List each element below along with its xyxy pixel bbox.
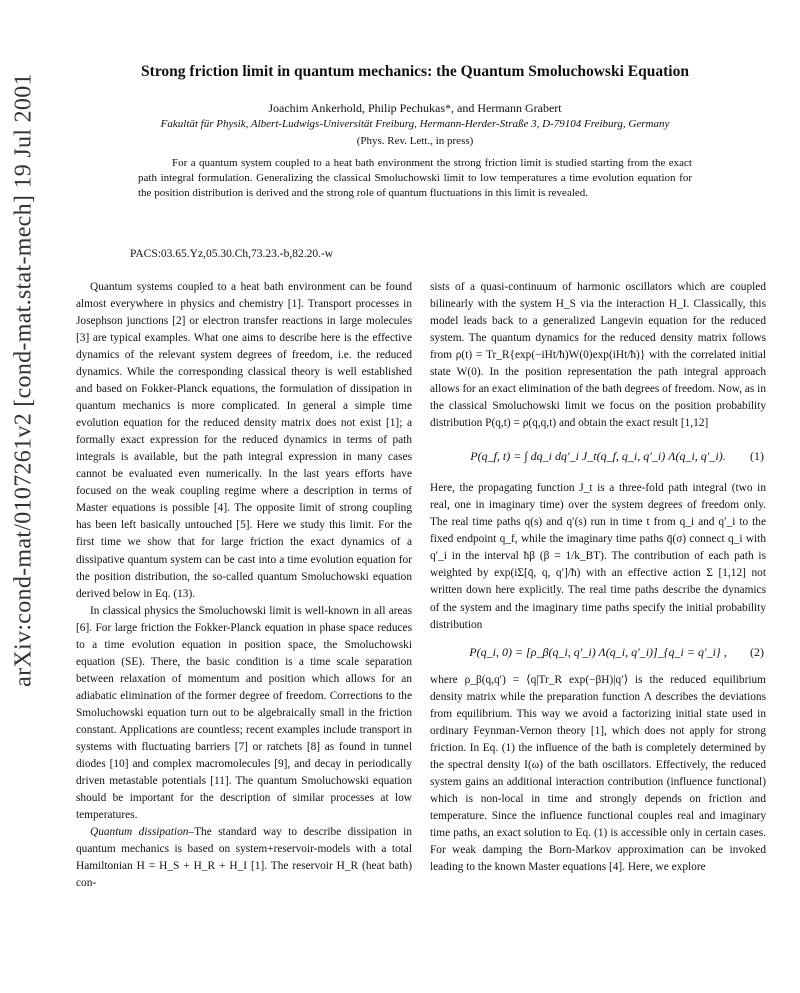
equation-1-number: (1) [750,448,764,463]
continued-paragraph: sists of a quasi-continuum of harmonic oscillators which are coupled bilinearly with the system H_S via the interaction H_I. Classically, this model leads back to a generalized Langevin equation for the reduced system. The quantum dynamics for the reduced density matrix follows from ρ(t) = Tr_R{exp(−iHt/ħ)W(0)exp(iHt/ħ)} with the correlated initial state W(0). In the position representation the path integral approach allows for an exact elimination of the bath degrees of freedom. Now, as in the classical Smoluchowski limit we focus on the position probability distribution P(q,t) = ρ(q,q,t) and obtain the exact result [1,12] [430,281,766,430]
section-run-in-heading: Quantum dissipation [90,826,189,838]
equation-2-number: (2) [750,645,764,660]
density-matrix-paragraph: where ρ_β(q,q′) = ⟨q|Tr_R exp(−βH)|q′⟩ is the reduced equilibrium density matrix while the preparation function Λ describes the deviations from equilibrium. This way we avoid a factorizing initial state used in ordinary Feynman-Vernon theory [1], which does not apply for strong friction. In Eq. (1) the influence of the bath is completely determined by the spectral density I(ω) of the bath oscillators. Effectively, the reduced system gains an additional interaction contribution (influence functional) which is non-local in time and strongly depends on friction and temperature. Since the influence functional couples real and imaginary time paths, an exact solution to Eq. (1) is accessible only in certain cases. For weak damping the Born-Markov approximation can be invoked leading to the known Master equations [4]. Here, we explore [430,673,766,873]
equation-2 [430,634,766,672]
paragraph-text: –The standard way to describe dissipation in quantum mechanics is based on system+reservoir-models with a total Hamiltonian H = H_S + H_R + H_I [1]. The reservoir H_R (heat bath) con- [76,826,413,890]
paper-title: Strong friction limit in quantum mechanics: the Quantum Smoluchowski Equation [141,63,689,80]
arxiv-side-stamp [0,0,48,993]
quantum-dissipation-paragraph [76,824,412,892]
equation-2-body: P(q_i, 0) = [ρ_β(q_i, q′_i) Λ(q_i, q′_i)]_{q_i = q′_i} , [469,645,727,660]
pacs-codes: PACS:03.65.Yz,05.30.Ch,73.23.-b,82.20.-w [130,248,334,260]
arxiv-identifier: arXiv:cond-mat/0107261v2 [cond-mat.stat-mech] 19 Jul 2001 [10,73,37,687]
equation-1 [430,432,766,480]
left-column [76,279,412,892]
equation-1-body: P(q_f, t) = ∫ dq_i dq′_i J_t(q_f, q_i, q′_i) Λ(q_i, q′_i). [470,448,726,463]
author-list: Joachim Ankerhold, Philip Pechukas*, and Hermann Grabert [268,101,562,115]
affiliation: Fakultät für Physik, Albert-Ludwigs-Universität Freiburg, Hermann-Herder-Straße 3, D-79104 Freiburg, Germany [160,118,670,130]
propagator-paragraph: Here, the propagating function J_t is a three-fold path integral (two in real, one in imaginary time) over the system degrees of freedom only. The real time paths q(s) and q′(s) run in time t from q_i and q′_i to the fixed endpoint q_f, while the imaginary time paths q̄(σ) connect q_i with q′_i in the interval ħβ (β = 1/k_BT). The contribution of each path is weighted by exp(iΣ[q̄, q, q′]/ħ) with an effective action Σ [1,12] not written down here explicitly. The real time paths describe the dynamics of the system and the imaginary time paths specify the initial probability distribution [430,482,766,631]
smoluchowski-paragraph: In classical physics the Smoluchowski limit is well-known in all areas [6]. For large friction the Fokker-Planck equation in phase space reduces to a time evolution equation in position space, the Smoluchowski equation (SE). There, the basic condition is a time scale separation between relaxation of momentum and position which allows for an adiabatic elimination of the former degree of freedom. Corrections to the Smoluchowski equation turn out to be algebraically small in the friction constant. Applications are countless; recent examples include transport in systems with fluctuating barriers [7] or ratchets [8] as found in tunnel diodes [10] and complex macromolecules [9], and decay in periodically driven metastable potentials [11]. The quantum Smoluchowski equation should be important for the description of similar processes at low temperatures. [76,604,412,821]
abstract: For a quantum system coupled to a heat bath environment the strong friction limit is studied starting from the exact path integral formulation. Generalizing the classical Smoluchowski limit to low temperatures a time evolution equation for the position distribution is derived and the strong role of quantum fluctuations in this limit is revealed. [138,157,692,200]
intro-paragraph: Quantum systems coupled to a heat bath environment can be found almost everywhere in physics and chemistry [1]. Transport processes in Josephson junctions [2] or electron transfer reactions in large molecules [3] are typical examples. What one aims to describe here is the effective dynamics of the relevant system degrees of freedom, i.e. the reduced dynamics. While the corresponding classical theory is well established and based on Fokker-Planck equations, the formulation of dissipation in quantum mechanics is more complicated. In general a simple time evolution equation for the reduced density matrix does not exist [1]; a formally exact expression for the reduced dynamics in terms of path integrals is available, but the path integral expression in many cases cannot be evaluated even numerically. In the last years efforts have focused on the weak coupling regime where a description in terms of Master equations is possible [4]. The opposite limit of strong coupling has been left basically untouched [5]. Here we study this limit. For the first time we show that for large friction the exact dynamics of a dissipative quantum system can be cast into a time evolution equation for the position distribution, the so-called quantum Smoluchowski equation derived below in Eq. (13). [76,281,412,600]
publication-note: (Phys. Rev. Lett., in press) [356,135,474,147]
right-column [430,279,766,876]
